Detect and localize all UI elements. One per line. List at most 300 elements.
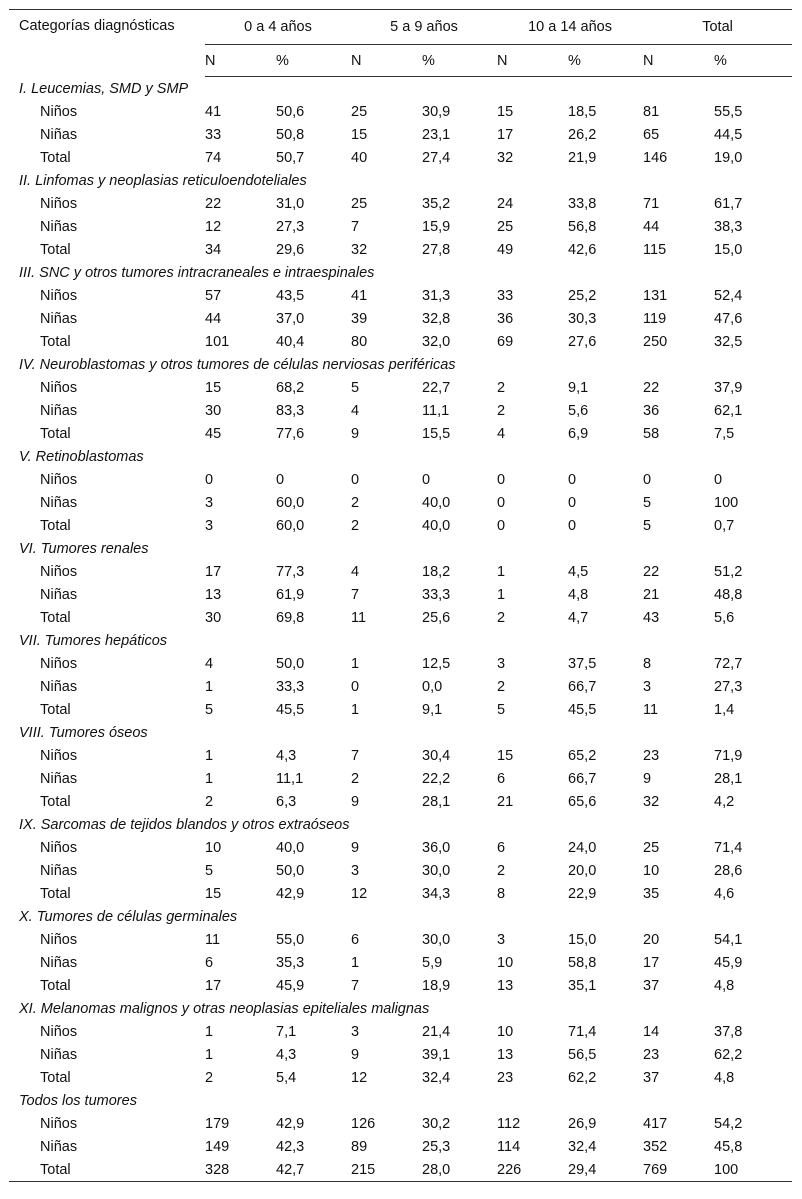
table-row [9, 491, 792, 514]
table-cell: 10 [643, 862, 660, 879]
table-cell: 0 [497, 517, 506, 534]
table-cell: 11 [205, 931, 221, 948]
table-cell: 33,8 [568, 195, 597, 212]
table-row [9, 951, 792, 974]
table-cell: 25 [351, 103, 368, 120]
table-cell: 100 [714, 1158, 792, 1182]
table-cell: 33,3 [276, 678, 305, 695]
table-row [9, 675, 792, 698]
category-title: VI. Tumores renales [19, 540, 149, 557]
table-cell: 33 [497, 287, 514, 304]
table-cell: 2 [497, 379, 506, 396]
table-cell: 5 [497, 701, 506, 718]
table-cell: 30,3 [568, 310, 597, 327]
table-cell: 5 [643, 494, 652, 511]
table-cell: 49 [497, 241, 514, 258]
table-cell: 28,0 [422, 1158, 497, 1182]
subheader-percent: % [422, 45, 497, 77]
table-cell: 45,9 [276, 977, 305, 994]
table-row [9, 146, 792, 169]
table-cell: 34 [205, 241, 222, 258]
table-cell: 54,1 [714, 931, 743, 948]
table-cell: 1 [205, 770, 214, 787]
table-cell: 6,9 [568, 425, 589, 442]
table-cell: 22,2 [422, 770, 451, 787]
table-cell: 10 [497, 1023, 514, 1040]
table-row [9, 928, 792, 951]
table-cell: 66,7 [568, 770, 597, 787]
table-cell: 7,1 [276, 1023, 297, 1040]
category-title: V. Retinoblastomas [19, 448, 144, 465]
table-cell: 4,5 [568, 563, 589, 580]
table-cell: 0 [497, 471, 506, 488]
table-cell: 21 [497, 793, 514, 810]
table-cell: 5 [351, 379, 360, 396]
table-cell: 56,8 [568, 218, 597, 235]
table-cell: 6,3 [276, 793, 297, 810]
row-label: Total [40, 241, 71, 258]
table-row [9, 468, 792, 491]
table-cell: 1 [497, 563, 506, 580]
row-label: Niñas [40, 954, 78, 971]
category-title: IV. Neuroblastomas y otros tumores de células nerviosas periféricas [19, 356, 456, 373]
table-row [9, 652, 792, 675]
group-header-10-14: 10 a 14 años [497, 10, 643, 45]
table-cell: 17 [497, 126, 514, 143]
table-cell: 39,1 [422, 1046, 451, 1063]
table-cell: 45,5 [276, 701, 305, 718]
table-cell: 5,6 [568, 402, 589, 419]
table-cell: 27,3 [276, 218, 305, 235]
category-row [9, 1089, 792, 1112]
table-cell: 42,7 [276, 1158, 351, 1182]
table-cell: 3 [351, 862, 360, 879]
table-cell: 0 [714, 471, 723, 488]
table-row [9, 1158, 792, 1182]
table-cell: 9 [643, 770, 652, 787]
table-cell: 2 [497, 678, 506, 695]
table-row [9, 422, 792, 445]
table-cell: 40,0 [276, 839, 305, 856]
table-row [9, 399, 792, 422]
table-cell: 5,9 [422, 954, 443, 971]
table-cell: 17 [643, 954, 660, 971]
diagnostic-categories-table [9, 9, 792, 1182]
table-cell: 71,4 [714, 839, 743, 856]
table-row [9, 698, 792, 721]
table-cell: 328 [205, 1158, 276, 1182]
table-cell: 26,2 [568, 126, 597, 143]
table-cell: 21,9 [568, 149, 597, 166]
category-row [9, 353, 792, 376]
table-cell: 30,0 [422, 931, 451, 948]
table-cell: 7 [351, 218, 360, 235]
table-cell: 0 [643, 471, 652, 488]
table-cell: 27,6 [568, 333, 597, 350]
table-row [9, 215, 792, 238]
subheader-percent: % [568, 45, 643, 77]
table-cell: 37,9 [714, 379, 743, 396]
table-cell: 21,4 [422, 1023, 451, 1040]
table-row [9, 606, 792, 629]
group-header-5-9: 5 a 9 años [351, 10, 497, 45]
row-label: Niñas [40, 1046, 78, 1063]
category-row [9, 721, 792, 744]
row-label: Total [40, 793, 71, 810]
table-cell: 23,1 [422, 126, 451, 143]
table-cell: 25 [351, 195, 368, 212]
category-row [9, 905, 792, 928]
table-row [9, 1066, 792, 1089]
table-cell: 25 [497, 218, 514, 235]
table-row [9, 836, 792, 859]
table-cell: 4 [351, 563, 360, 580]
table-cell: 7,5 [714, 425, 735, 442]
table-cell: 13 [497, 1046, 514, 1063]
table-cell: 146 [643, 149, 668, 166]
table-cell: 5 [643, 517, 652, 534]
row-label: Total [40, 609, 71, 626]
table-cell: 71 [643, 195, 660, 212]
category-title: X. Tumores de células germinales [19, 908, 238, 925]
subheader-n: N [643, 45, 714, 77]
table-cell: 0 [422, 471, 431, 488]
table-cell: 2 [497, 402, 506, 419]
table-cell: 55,5 [714, 103, 743, 120]
table-cell: 2 [351, 517, 360, 534]
table-cell: 25,3 [422, 1138, 451, 1155]
table-cell: 9 [351, 1046, 360, 1063]
table-cell: 22 [643, 563, 660, 580]
table-cell: 4,8 [714, 1069, 735, 1086]
row-label: Niñas [40, 310, 78, 327]
row-label: Niños [40, 379, 78, 396]
table-header [9, 10, 792, 77]
table-cell: 37 [643, 977, 660, 994]
category-title: II. Linfomas y neoplasias reticuloendoteliales [19, 172, 307, 189]
table-row [9, 100, 792, 123]
row-label: Niñas [40, 494, 78, 511]
table-cell: 71,9 [714, 747, 743, 764]
table-cell: 40,0 [422, 494, 451, 511]
table-cell: 28,1 [422, 793, 451, 810]
table-cell: 4,3 [276, 747, 297, 764]
table-cell: 25 [643, 839, 660, 856]
table-cell: 20,0 [568, 862, 597, 879]
row-label: Niñas [40, 126, 78, 143]
table-cell: 50,7 [276, 149, 305, 166]
table-cell: 72,7 [714, 655, 743, 672]
table-cell: 119 [643, 310, 667, 327]
row-label: Total [40, 333, 71, 350]
table-cell: 25,6 [422, 609, 451, 626]
table-cell: 27,4 [422, 149, 451, 166]
table-cell: 33,3 [422, 586, 451, 603]
table-cell: 23 [643, 747, 660, 764]
row-label: Niños [40, 931, 78, 948]
row-label: Total [40, 425, 71, 442]
table-cell: 32,5 [714, 333, 743, 350]
table-cell: 179 [205, 1115, 230, 1132]
category-title: XI. Melanomas malignos y otras neoplasias epiteliales malignas [19, 1000, 430, 1017]
table-cell: 50,0 [276, 655, 305, 672]
table-row [9, 1112, 792, 1135]
table-cell: 32 [497, 149, 514, 166]
table-cell: 21 [643, 586, 660, 603]
table-cell: 13 [497, 977, 514, 994]
subheader-n: N [497, 45, 568, 77]
table-cell: 6 [497, 839, 506, 856]
table-cell: 40 [351, 149, 368, 166]
table-cell: 5 [205, 701, 214, 718]
table-row [9, 560, 792, 583]
table-cell: 45,5 [568, 701, 597, 718]
row-label: Niñas [40, 862, 78, 879]
table-cell: 22 [643, 379, 660, 396]
group-header-0-4: 0 a 4 años [205, 10, 351, 45]
table-cell: 42,6 [568, 241, 597, 258]
table-cell: 61,7 [714, 195, 743, 212]
table-cell: 39 [351, 310, 368, 327]
row-label: Niños [40, 471, 78, 488]
table-cell: 100 [714, 494, 739, 511]
table-cell: 30 [205, 609, 222, 626]
table-cell: 35,3 [276, 954, 305, 971]
table-cell: 24 [497, 195, 514, 212]
table-cell: 7 [351, 747, 360, 764]
table-cell: 1 [205, 678, 214, 695]
table-cell: 65 [643, 126, 660, 143]
table-cell: 30,4 [422, 747, 451, 764]
table-cell: 9 [351, 425, 360, 442]
row-label: Total [40, 701, 71, 718]
table-cell: 2 [351, 494, 360, 511]
table-cell: 12 [351, 1069, 368, 1086]
table-cell: 15,0 [568, 931, 597, 948]
table-cell: 65,2 [568, 747, 597, 764]
table-cell: 417 [643, 1115, 668, 1132]
table-cell: 58,8 [568, 954, 597, 971]
table-cell: 1 [351, 954, 360, 971]
table-cell: 15 [205, 379, 222, 396]
table-row [9, 882, 792, 905]
row-label: Niños [40, 1115, 78, 1132]
table-cell: 2 [497, 862, 506, 879]
table-cell: 4,7 [568, 609, 589, 626]
table-cell: 47,6 [714, 310, 743, 327]
row-label: Niñas [40, 1138, 78, 1155]
table-cell: 17 [205, 563, 222, 580]
table-cell: 44 [205, 310, 222, 327]
table-cell: 3 [497, 655, 506, 672]
table-cell: 23 [497, 1069, 514, 1086]
table-cell: 60,0 [276, 494, 305, 511]
table-cell: 15 [497, 747, 514, 764]
table-cell: 23 [643, 1046, 660, 1063]
table-cell: 12,5 [422, 655, 451, 672]
table-cell: 15,0 [714, 241, 743, 258]
table-cell: 22 [205, 195, 222, 212]
table-cell: 5 [205, 862, 214, 879]
table-cell: 9,1 [568, 379, 589, 396]
table-cell: 18,5 [568, 103, 597, 120]
table-cell: 13 [205, 586, 222, 603]
table-cell: 7 [351, 586, 360, 603]
row-label: Niños [40, 1023, 78, 1040]
table-cell: 43 [643, 609, 660, 626]
table-row [9, 376, 792, 399]
table-cell: 6 [205, 954, 214, 971]
table-cell: 0 [351, 678, 360, 695]
table-cell: 11 [643, 701, 659, 718]
table-cell: 26,9 [568, 1115, 597, 1132]
table-row [9, 767, 792, 790]
table-cell: 36,0 [422, 839, 451, 856]
table-cell: 4 [205, 655, 214, 672]
category-row [9, 997, 792, 1020]
table-cell: 0 [568, 517, 577, 534]
table-cell: 4 [497, 425, 506, 442]
table-cell: 131 [643, 287, 668, 304]
table-cell: 15,5 [422, 425, 451, 442]
table-cell: 77,3 [276, 563, 305, 580]
table-cell: 61,9 [276, 586, 305, 603]
table-row [9, 514, 792, 537]
table-row [9, 744, 792, 767]
table-cell: 35,1 [568, 977, 597, 994]
table-cell: 44,5 [714, 126, 743, 143]
table-row [9, 238, 792, 261]
table-cell: 4,8 [714, 977, 735, 994]
table-row [9, 330, 792, 353]
table-cell: 29,4 [568, 1158, 643, 1182]
table-cell: 19,0 [714, 149, 743, 166]
table-cell: 1 [351, 655, 360, 672]
table-cell: 4,3 [276, 1046, 297, 1063]
table-cell: 71,4 [568, 1023, 597, 1040]
table-row [9, 307, 792, 330]
table-cell: 769 [643, 1158, 714, 1182]
table-cell: 20 [643, 931, 660, 948]
table-cell: 9 [351, 793, 360, 810]
table-cell: 27,3 [714, 678, 743, 695]
table-cell: 69,8 [276, 609, 305, 626]
row-label: Niños [40, 195, 78, 212]
table-cell: 35,2 [422, 195, 451, 212]
table-cell: 0 [497, 494, 506, 511]
table-cell: 30,9 [422, 103, 451, 120]
table-cell: 29,6 [276, 241, 305, 258]
table-cell: 56,5 [568, 1046, 597, 1063]
table-cell: 215 [351, 1158, 422, 1182]
table-cell: 37,0 [276, 310, 305, 327]
table-row [9, 284, 792, 307]
table-cell: 31,0 [276, 195, 305, 212]
table-cell: 37,5 [568, 655, 597, 672]
category-title: Todos los tumores [19, 1092, 137, 1109]
table-cell: 30,0 [422, 862, 451, 879]
table-row [9, 859, 792, 882]
row-label: Total [40, 885, 71, 902]
table-cell: 65,6 [568, 793, 597, 810]
row-label: Niñas [40, 678, 78, 695]
table-cell: 3 [497, 931, 506, 948]
table-cell: 10 [205, 839, 222, 856]
subheader-n: N [351, 45, 422, 77]
table-cell: 32,4 [422, 1069, 451, 1086]
table-cell: 83,3 [276, 402, 305, 419]
row-label: Niños [40, 103, 78, 120]
category-row [9, 537, 792, 560]
table-cell: 42,9 [276, 1115, 305, 1132]
table-cell: 37 [643, 1069, 660, 1086]
row-label: Niños [40, 563, 78, 580]
table-cell: 0 [276, 471, 285, 488]
table-cell: 32 [643, 793, 660, 810]
table-row [9, 192, 792, 215]
table-cell: 101 [205, 333, 230, 350]
row-label: Niñas [40, 402, 78, 419]
row-label: Total [40, 149, 71, 166]
row-label: Niñas [40, 770, 78, 787]
table-cell: 31,3 [422, 287, 451, 304]
table-cell: 32,0 [422, 333, 451, 350]
table-cell: 14 [643, 1023, 660, 1040]
table-cell: 28,1 [714, 770, 743, 787]
table-cell: 41 [351, 287, 368, 304]
table-cell: 66,7 [568, 678, 597, 695]
table-cell: 35 [643, 885, 660, 902]
subheader-percent: % [276, 45, 351, 77]
table-cell: 1 [497, 586, 506, 603]
table-cell: 3 [205, 517, 214, 534]
table-cell: 2 [205, 1069, 214, 1086]
table-cell: 12 [351, 885, 368, 902]
table-cell: 9 [351, 839, 360, 856]
table-cell: 62,2 [568, 1069, 597, 1086]
table-cell: 0 [568, 471, 577, 488]
table-cell: 6 [497, 770, 506, 787]
table-cell: 1,4 [714, 701, 735, 718]
category-row [9, 261, 792, 284]
table-cell: 89 [351, 1138, 368, 1155]
table-cell: 7 [351, 977, 360, 994]
category-title: VIII. Tumores óseos [19, 724, 148, 741]
table-cell: 115 [643, 241, 667, 258]
data-table-container [9, 9, 792, 1182]
category-row [9, 445, 792, 468]
table-cell: 55,0 [276, 931, 305, 948]
table-cell: 22,9 [568, 885, 597, 902]
row-label: Niñas [40, 586, 78, 603]
table-row [9, 1043, 792, 1066]
table-row [9, 123, 792, 146]
table-cell: 32 [351, 241, 368, 258]
table-cell: 0 [205, 471, 214, 488]
table-cell: 3 [205, 494, 214, 511]
row-label: Total [9, 1158, 205, 1182]
table-cell: 41 [205, 103, 222, 120]
table-cell: 5,4 [276, 1069, 297, 1086]
category-title: I. Leucemias, SMD y SMP [19, 80, 189, 97]
table-cell: 226 [497, 1158, 568, 1182]
table-cell: 126 [351, 1115, 376, 1132]
table-cell: 352 [643, 1138, 668, 1155]
table-cell: 50,8 [276, 126, 305, 143]
table-cell: 45,8 [714, 1138, 743, 1155]
table-cell: 33 [205, 126, 222, 143]
table-cell: 1 [205, 1023, 214, 1040]
